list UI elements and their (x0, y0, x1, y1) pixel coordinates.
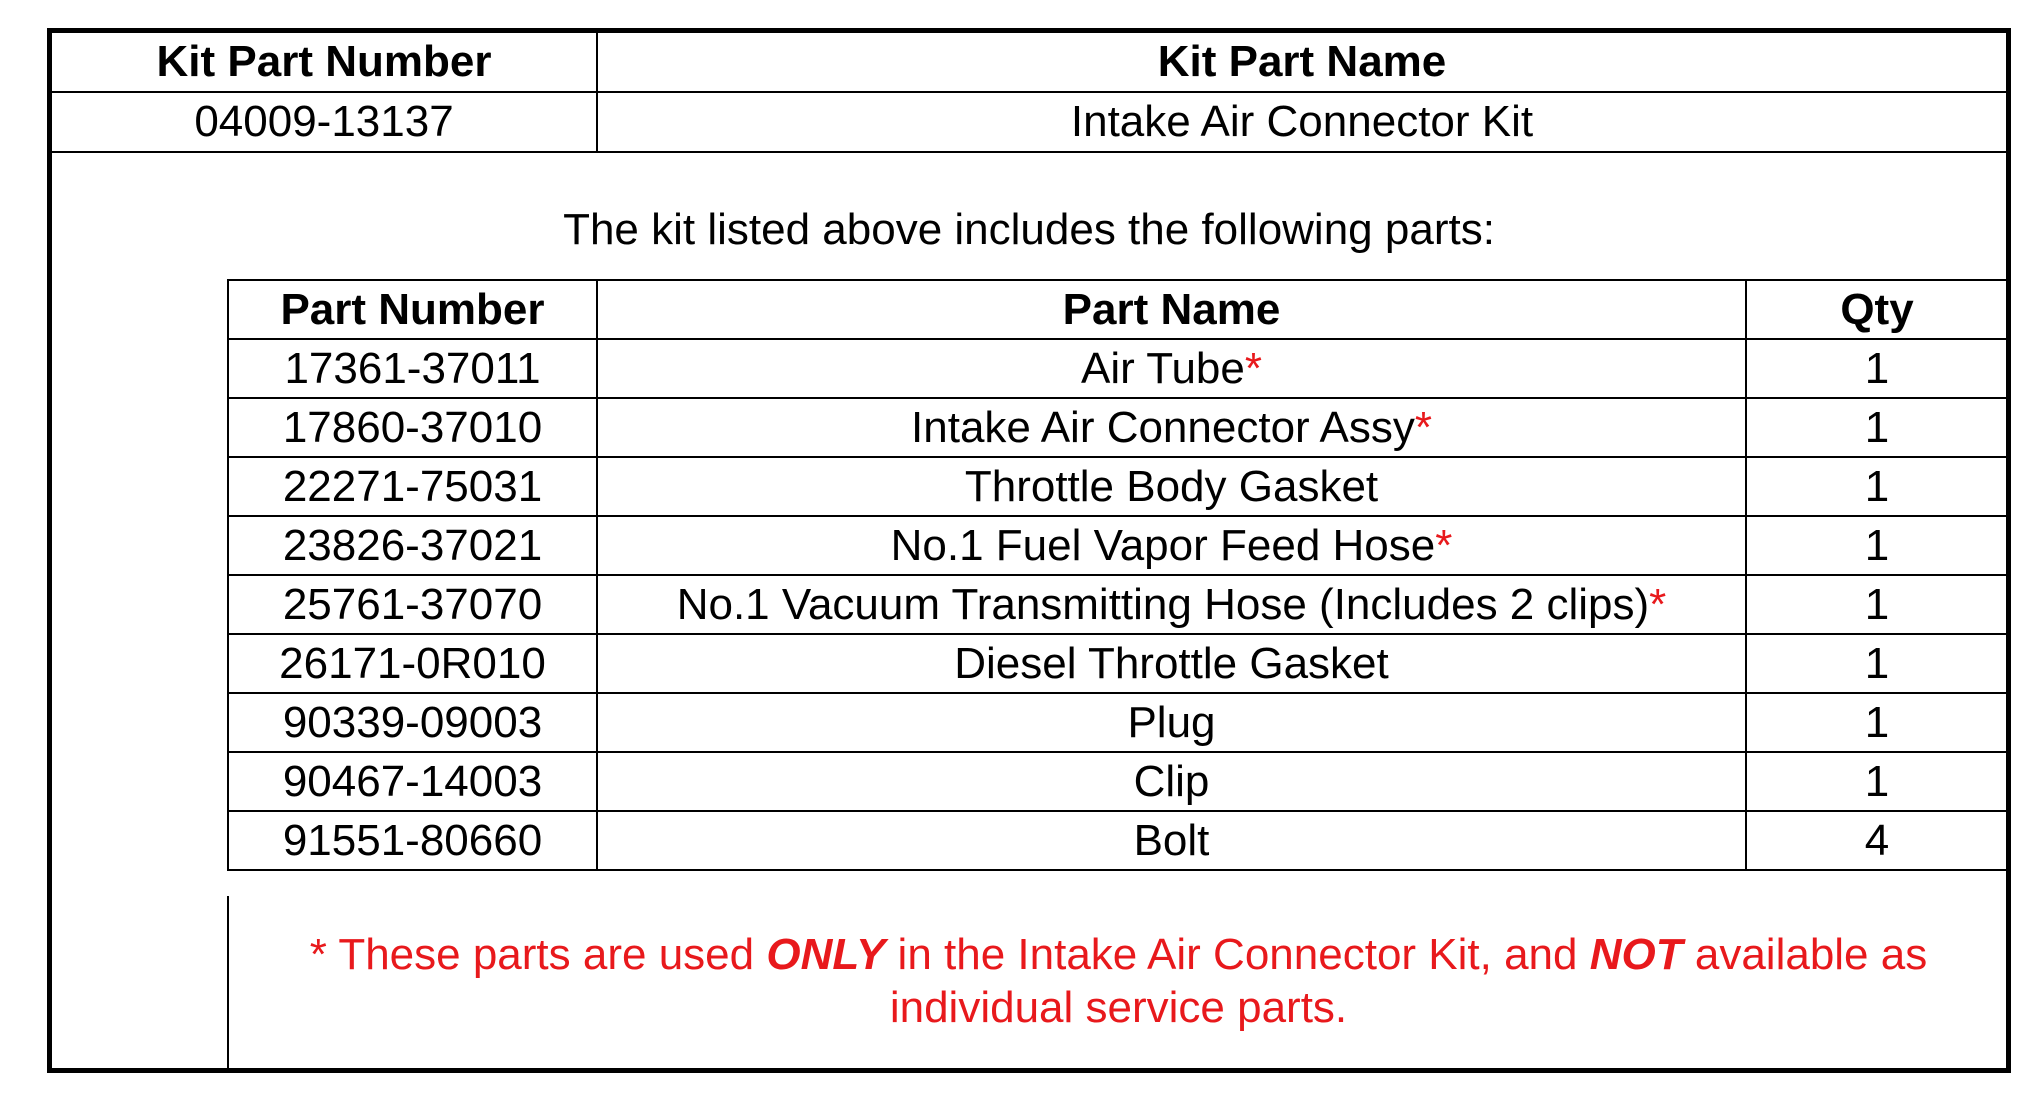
part-number-header: Part Number (228, 280, 597, 339)
qty-cell: 1 (1746, 398, 2007, 457)
part-name-cell (597, 457, 1746, 516)
qty-header: Qty (1746, 280, 2007, 339)
kit-part-number-header: Kit Part Number (52, 33, 597, 92)
part-name-text: Bolt (1133, 816, 1210, 865)
footnote-emphasis-not: NOT (1589, 930, 1683, 979)
part-number-cell: 17361-37011 (228, 339, 597, 398)
kit-part-name-header: Kit Part Name (597, 33, 2006, 92)
part-name-cell (597, 811, 1746, 870)
table-row (228, 634, 2007, 693)
footnote-box (227, 896, 2006, 1068)
footnote-emphasis-only: ONLY (766, 930, 886, 979)
part-name-cell (597, 575, 1746, 634)
parts-table (227, 279, 2007, 871)
qty-cell: 1 (1746, 457, 2007, 516)
exclusive-part-marker: * (1435, 521, 1453, 570)
part-number-cell: 25761-37070 (228, 575, 597, 634)
part-name-text: Air Tube (1081, 344, 1245, 393)
part-name-text: Throttle Body Gasket (964, 462, 1379, 511)
part-number-cell: 90467-14003 (228, 752, 597, 811)
exclusive-part-marker: * (1414, 403, 1432, 452)
table-row (228, 516, 2007, 575)
part-name-cell (597, 752, 1746, 811)
part-name-cell (597, 693, 1746, 752)
table-row (228, 811, 2007, 870)
part-name-text: Plug (1127, 698, 1216, 747)
part-name-cell (597, 634, 1746, 693)
table-row (228, 398, 2007, 457)
footnote-text-1: * These parts are used (309, 930, 767, 979)
kit-table (52, 33, 2006, 153)
part-number-cell: 91551-80660 (228, 811, 597, 870)
exclusive-part-marker: * (1649, 580, 1667, 629)
qty-cell: 1 (1746, 575, 2007, 634)
part-number-cell: 17860-37010 (228, 398, 597, 457)
part-name-text: Intake Air Connector Assy (911, 403, 1415, 452)
table-row (228, 752, 2007, 811)
qty-cell: 1 (1746, 693, 2007, 752)
table-row (228, 575, 2007, 634)
kit-header-row (52, 33, 2006, 92)
part-name-text: Diesel Throttle Gasket (954, 639, 1389, 688)
table-row (228, 339, 2007, 398)
part-name-cell (597, 516, 1746, 575)
table-row (228, 693, 2007, 752)
part-name-cell (597, 398, 1746, 457)
exclusive-part-marker: * (1244, 344, 1262, 393)
part-number-cell: 23826-37021 (228, 516, 597, 575)
kit-part-number: 04009-13137 (52, 92, 597, 152)
kit-part-name: Intake Air Connector Kit (597, 92, 2006, 152)
part-number-cell: 90339-09003 (228, 693, 597, 752)
part-name-text: No.1 Vacuum Transmitting Hose (Includes 2 clips) (676, 580, 1650, 629)
footnote (229, 928, 2008, 1034)
footnote-text-2: in the Intake Air Connector Kit, and (885, 930, 1590, 979)
part-name-text: Clip (1133, 757, 1210, 806)
parts-header-row (228, 280, 2007, 339)
qty-cell: 1 (1746, 516, 2007, 575)
part-number-cell: 26171-0R010 (228, 634, 597, 693)
intro-text: The kit listed above includes the following parts: (563, 205, 1495, 254)
part-name-text: No.1 Fuel Vapor Feed Hose (890, 521, 1436, 570)
part-name-header: Part Name (597, 280, 1746, 339)
qty-cell: 1 (1746, 634, 2007, 693)
qty-cell: 1 (1746, 752, 2007, 811)
qty-cell: 4 (1746, 811, 2007, 870)
qty-cell: 1 (1746, 339, 2007, 398)
part-number-cell: 22271-75031 (228, 457, 597, 516)
kit-data-row (52, 92, 2006, 152)
kit-frame (47, 28, 2011, 1073)
footnote-text-3: available as individual service parts. (889, 930, 1928, 1032)
table-row (228, 457, 2007, 516)
part-name-cell (597, 339, 1746, 398)
